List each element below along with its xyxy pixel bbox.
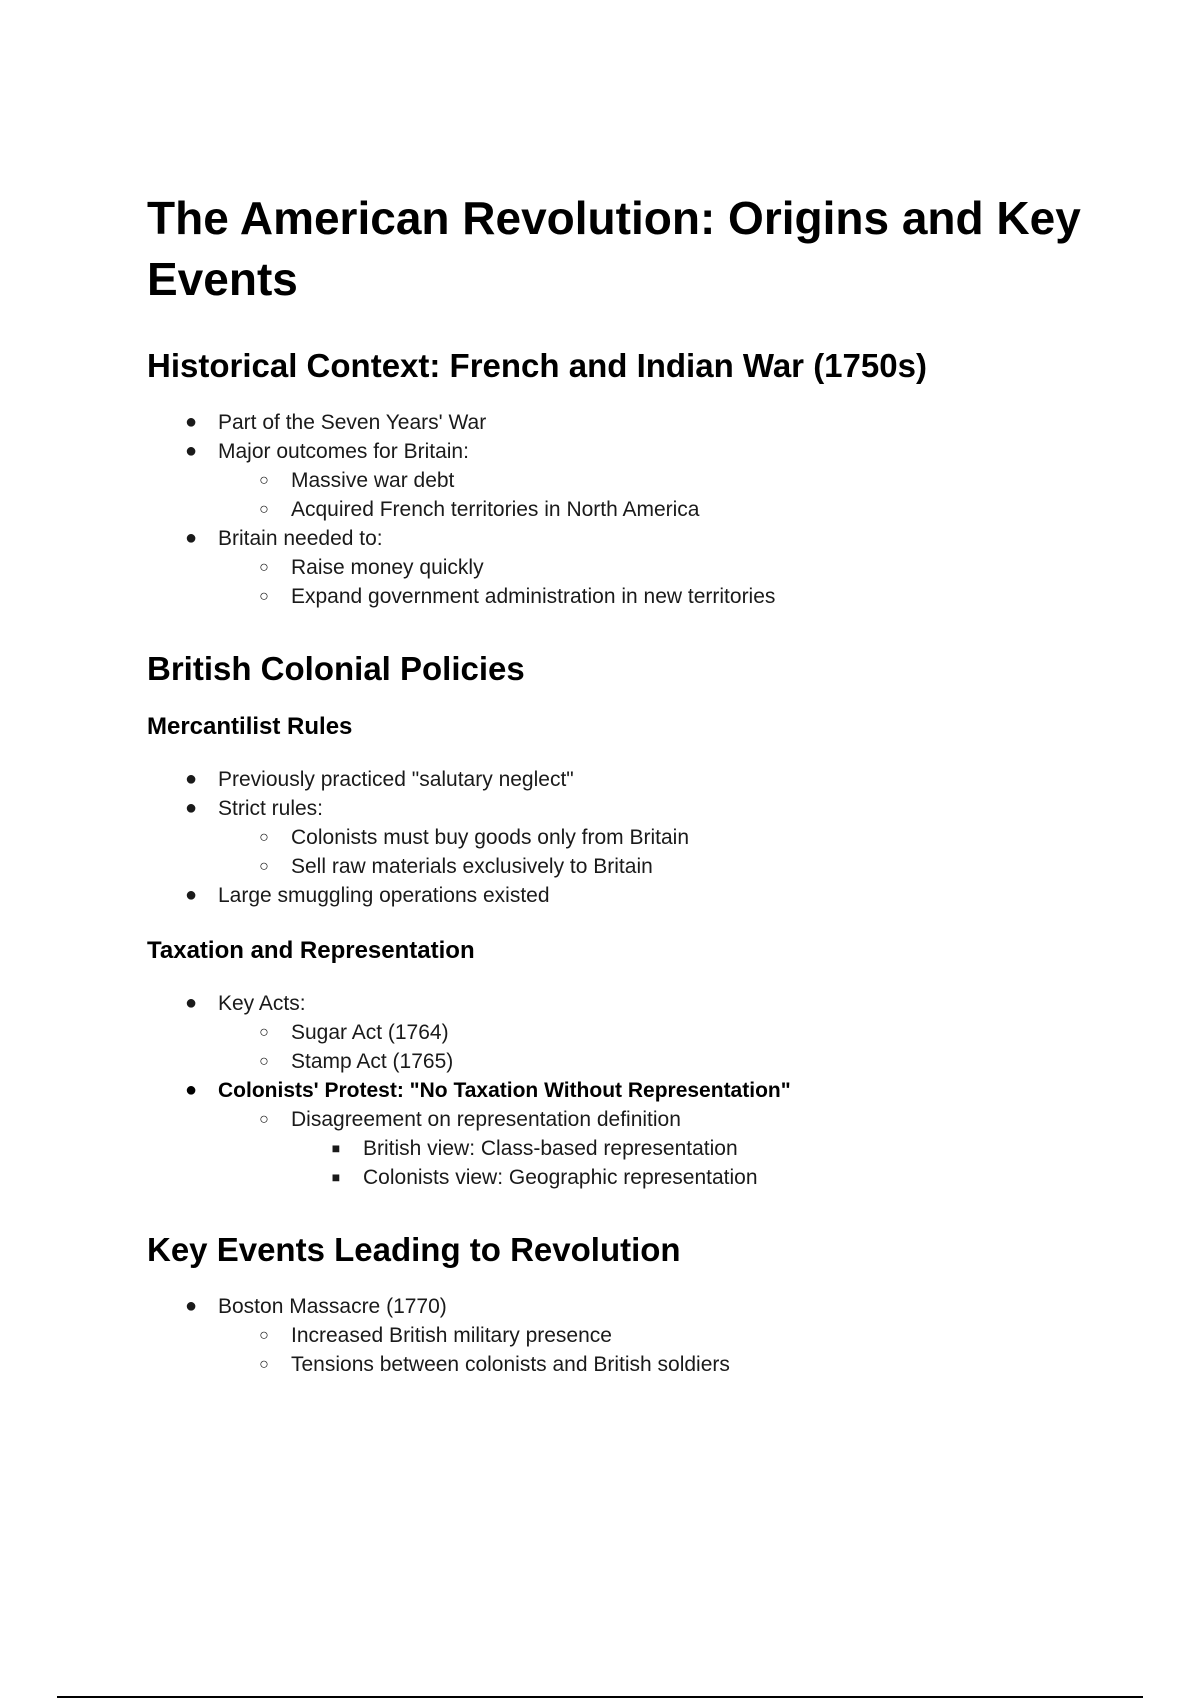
events-list [147, 1292, 1107, 1379]
list-item: ○ Disagreement on representation definition [147, 1105, 1107, 1134]
list-item: ● Britain needed to: [147, 524, 1107, 553]
bullet-disc-icon: ● [184, 884, 198, 906]
bullet-circle-icon: ○ [259, 472, 269, 489]
bullet-circle-icon: ○ [259, 1053, 269, 1070]
bullet-circle-icon: ○ [259, 1356, 269, 1373]
bullet-circle-icon: ○ [259, 588, 269, 605]
bullet-disc-icon: ● [184, 527, 198, 549]
bullet-disc-icon: ● [184, 1295, 198, 1317]
list-item: ● Colonists' Protest: "No Taxation Without Representation" [147, 1076, 1107, 1105]
document-title: The American Revolution: Origins and Key Events [147, 192, 1081, 305]
list-item: ○ Sell raw materials exclusively to Britain [147, 852, 1107, 881]
section-heading-context: Historical Context: French and Indian War (1750s) [147, 347, 927, 384]
bullet-disc-icon: ● [184, 411, 198, 433]
list-item: ● Large smuggling operations existed [147, 881, 1107, 910]
list-item: ○ Tensions between colonists and British soldiers [147, 1350, 1107, 1379]
list-item: ○ Colonists must buy goods only from Britain [147, 823, 1107, 852]
bullet-circle-icon: ○ [259, 829, 269, 846]
bullet-disc-icon: ● [184, 768, 198, 790]
context-list [147, 408, 1107, 611]
bullet-disc-icon: ● [184, 797, 198, 819]
list-item: ○ Sugar Act (1764) [147, 1018, 1107, 1047]
list-item: ● Part of the Seven Years' War [147, 408, 1107, 437]
bullet-circle-icon: ○ [259, 858, 269, 875]
bullet-disc-icon: ● [184, 992, 198, 1014]
subsection-heading-mercantilist: Mercantilist Rules [147, 713, 353, 740]
list-item: ● Major outcomes for Britain: [147, 437, 1107, 466]
list-item: ○ Raise money quickly [147, 553, 1107, 582]
bullet-disc-icon: ● [184, 440, 198, 462]
bullet-circle-icon: ○ [259, 559, 269, 576]
mercantilist-list [147, 765, 1107, 910]
list-item: ○ Expand government administration in new territories [147, 582, 1107, 611]
bullet-circle-icon: ○ [259, 1327, 269, 1344]
bullet-square-icon: ■ [331, 1169, 341, 1185]
section-heading-events: Key Events Leading to Revolution [147, 1231, 681, 1268]
bullet-circle-icon: ○ [259, 1024, 269, 1041]
list-item: ○ Stamp Act (1765) [147, 1047, 1107, 1076]
taxation-list [147, 989, 1107, 1192]
list-item: ● Key Acts: [147, 989, 1107, 1018]
list-item: ■ British view: Class-based representation [147, 1134, 1107, 1163]
list-item: ● Previously practiced "salutary neglect" [147, 765, 1107, 794]
subsection-heading-taxation: Taxation and Representation [147, 937, 475, 964]
list-item: ○ Acquired French territories in North America [147, 495, 1107, 524]
list-item: ○ Increased British military presence [147, 1321, 1107, 1350]
bullet-circle-icon: ○ [259, 501, 269, 518]
list-item: ● Boston Massacre (1770) [147, 1292, 1107, 1321]
list-item: ○ Massive war debt [147, 466, 1107, 495]
bullet-disc-icon: ● [184, 1079, 198, 1101]
bullet-square-icon: ■ [331, 1140, 341, 1156]
document-page [147, 188, 1107, 1379]
footer-divider [57, 1696, 1143, 1698]
section-heading-policies: British Colonial Policies [147, 650, 525, 687]
list-item: ● Strict rules: [147, 794, 1107, 823]
bullet-circle-icon: ○ [259, 1111, 269, 1128]
list-item: ■ Colonists view: Geographic representation [147, 1163, 1107, 1192]
